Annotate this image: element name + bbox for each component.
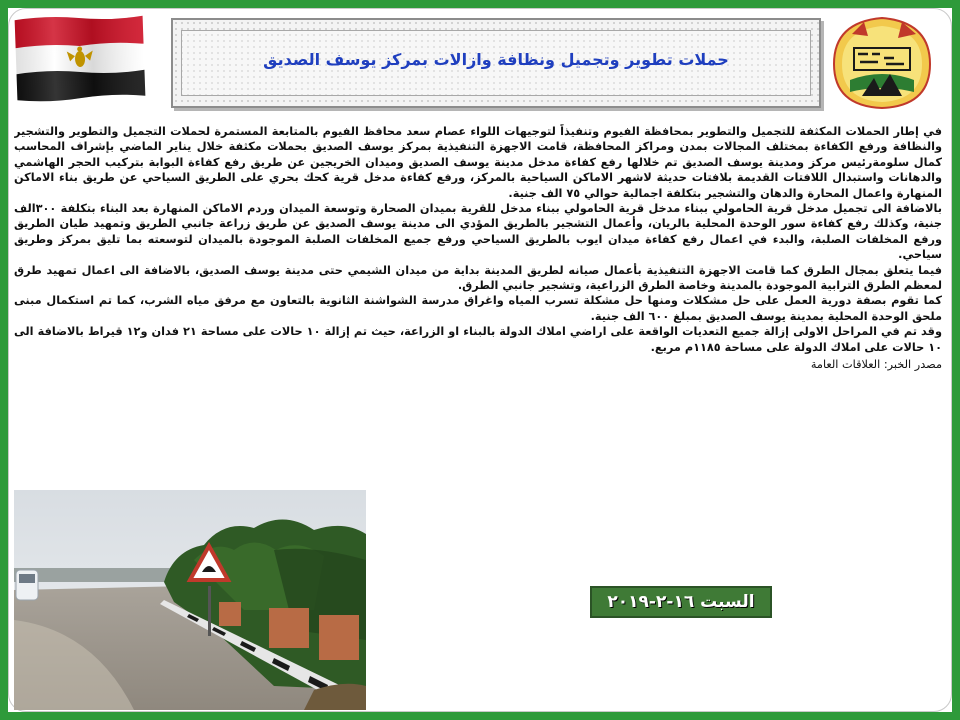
egypt-flag-icon (13, 12, 148, 105)
article-body (14, 124, 942, 494)
date-badge: السبت ١٦-٢-٢٠١٩ (590, 586, 772, 618)
governorate-emblem-icon (832, 14, 932, 110)
page-title: حملات تطوير وتجميل ونظافة وازالات بمركز يوسف الصديق (263, 50, 729, 69)
article-paragraph: في إطار الحملات المكثفة للتجميل والتطوير بمحافظة الفيوم وتنفيذاً لتوجيهات اللواء عصام سعد محافظ الفيوم بالمتابعة المستمرة لحملات التجميل والتطوير والتشجير والنظافة ورفع الكفاءة بمختلف المجالات بمدن ومراكز المحافظة، قامت الاجهزة التنفيذية بمركز يوسف الصديق بحملات مكثفة خلال يناير الماضي بإشراف المحاسب كمال سلومةرئيس مركز ومدينة يوسف الصديق تم خلالها رفع كفاءة مدخل مدينة يوسف الصديق وميدان الخريجين عن طريق رفع كفاءة البوابة بتركيب الحجر الهاشمي والدهانات واستبدال اللافتات القديمة بلافتات حديثة لاشهر الاماكن السياحية بالمركز، ورفع كفاءة مدخل قرية كحك بحري على الطريق السياحي عن طريق بناء الاماكن المنهارة واعمال المحارة والدهان والتشجير بتكلفة اجمالية حوالي ٧٥ الف جنية. (14, 125, 942, 200)
article-paragraph: كما تقوم بصفة دورية العمل على حل مشكلات ومنها حل مشكلة تسرب المياه واغراق مدرسة الشواشنة الثانوية بالتعاون مع مرفق مياه الشرب، كما تم استكمال مبنى ملحق الوحدة المحلية بمدينة يوسف الصديق بمبلغ ٦٠٠ الف جنية. (14, 294, 942, 323)
article-paragraph: بالاضافة الى تجميل مدخل قرية الحامولي ببناء مدخل قرية الحامولي ببناء مدخل للقرية بميدان الصحارة وتوسعة الميدان وردم الاماكن المنهارة بعد البناء بتكلفة ٣٠٠الف جنية، وكذلك رفع كفاءة سور الوحدة المحلية بالريان، وأعمال التشجير بالطريق المؤدي الى مدينة يوسف الصديق عن طريق زراعة جانبي الطريق وتمهيد طيان الطريق ورفع المخلفات الصلبة، والبدء في اعمال رفع كفاءة ميدان ايوب بالطريق السياحي ورفع جميع المخلفات الصلبة الموجودة بالميدان لتوسعته بما تليق بمركز وطريق سياحي. (14, 202, 942, 262)
road-photo (14, 490, 366, 710)
article-paragraph: فيما يتعلق بمجال الطرق كما قامت الاجهزة التنفيذية بأعمال صيانه لطريق المدينة بداية من ميدان الشيمي حتى مدينة يوسف الصديق، بالاضافة الى اعمال تمهيد طرق لمعظم الطرق الترابية الموجودة بالمدينة وخاصة الطرق الزراعية، وتشجير جانبي الطرق. (14, 263, 942, 293)
title-box (171, 18, 821, 108)
news-source: مصدر الخبر: العلاقات العامة (810, 358, 942, 372)
article-paragraph: وقد تم في المراحل الاولى إزالة جميع التعديات الواقعة على اراضي املاك الدولة بالبناء او الزراعة، حيث تم إزالة ١٠ حالات على مساحة ٢١ فدان و١٢ قيراط بالاضافة الى ١٠ حالات على املاك الدولة على مساحة ١١٨٥م مربع. (14, 325, 942, 354)
